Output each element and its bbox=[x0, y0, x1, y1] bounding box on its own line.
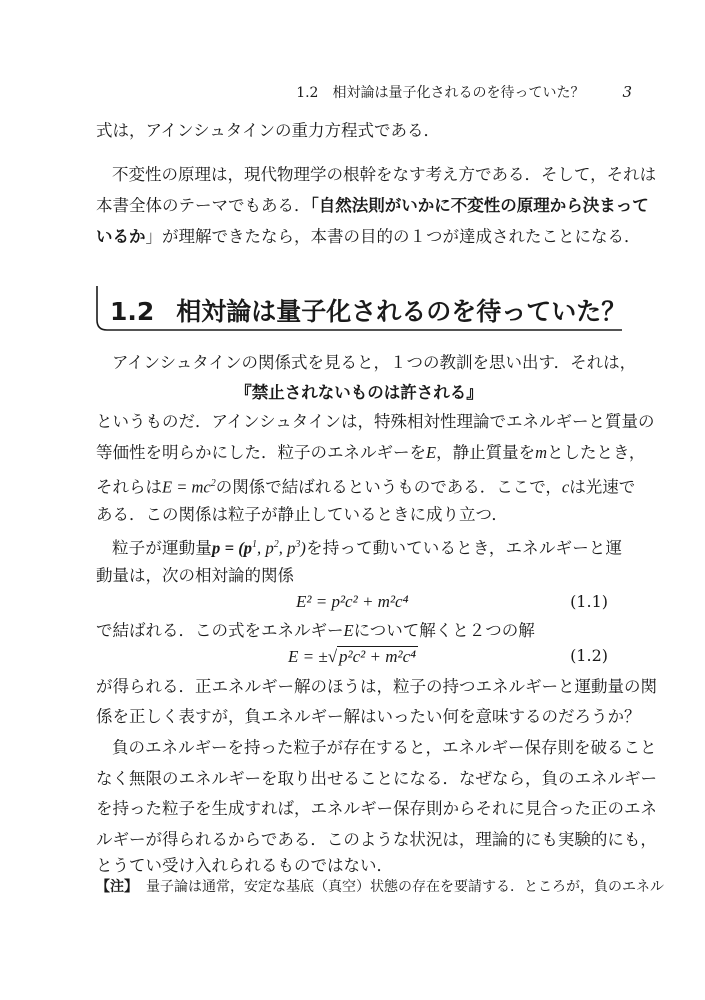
momentum-sup-1: 1 bbox=[252, 539, 258, 550]
body-line-5 bbox=[96, 473, 636, 499]
note-tag: 【注】 bbox=[96, 879, 138, 895]
momentum-sup-3: 3 bbox=[295, 539, 301, 550]
intro-p2-line-3 bbox=[96, 226, 641, 248]
intro-line-1: 式は，アインシュタインの重力方程式である． bbox=[96, 121, 440, 140]
equation-1-2-lhs: E = ± bbox=[288, 647, 328, 666]
body-line-1: アインシュタインの関係式を見ると，１つの教訓を思い出す．それは， bbox=[112, 353, 637, 372]
inline-equation-emc: E = mc bbox=[162, 477, 211, 497]
body-line-7-b: を持って動いているとき，エネルギーと運 bbox=[305, 538, 623, 558]
body-line-16: とうてい受け入れられるものではない． bbox=[96, 856, 393, 875]
header-section-number: 1.2 bbox=[296, 85, 319, 101]
equation-1-1-number: (1.1) bbox=[570, 592, 608, 611]
var-E: E bbox=[426, 443, 437, 462]
section-title bbox=[110, 292, 626, 328]
intro-p2-line-2-a: 本書全体のテーマでもある． bbox=[96, 196, 311, 215]
momentum-close: ) bbox=[300, 538, 306, 558]
note-text: 量子論は通常，安定な基底（真空）状態の存在を要請する．ところが，負のエネル bbox=[146, 879, 664, 895]
body-line-13: なく無限のエネルギーを取り出せることになる．なぜなら，負のエネルギー bbox=[96, 769, 657, 788]
body-line-7-a: 粒子が運動量 bbox=[112, 538, 213, 558]
body-line-5-a: それらは bbox=[96, 477, 162, 497]
momentum-sup-2: 2 bbox=[273, 539, 279, 550]
equation-1-2-radicand: p²c² + m²c⁴ bbox=[339, 647, 417, 666]
body-line-3: というものだ．アインシュタインは，特殊相対性理論でエネルギーと質量の bbox=[96, 412, 655, 431]
body-line-9 bbox=[96, 620, 622, 642]
intro-p2-line-1: 不変性の原理は，現代物理学の根幹をなす考え方である．そして，それは bbox=[112, 165, 657, 184]
equation-1-2-expr: E = ±√ p²c² + m²c⁴ bbox=[288, 647, 417, 666]
section-heading bbox=[96, 284, 627, 332]
body-line-5-b: の関係で結ばれるというものである．ここで， bbox=[215, 477, 562, 497]
body-line-12: 負のエネルギーを持った粒子が存在すると，エネルギー保存則を破ること bbox=[112, 738, 657, 757]
footnote bbox=[96, 876, 664, 896]
body-line-11: 係を正しく表すが，負エネルギー解はいったい何を意味するのだろうか？ bbox=[96, 707, 641, 726]
momentum-vector: p = (p bbox=[212, 538, 253, 558]
body-line-5-d: は光速で bbox=[569, 477, 636, 497]
body-line-4 bbox=[96, 442, 646, 464]
equation-1-1-expr: E² = p²c² + m²c⁴ bbox=[296, 592, 409, 611]
intro-p2-line-2 bbox=[96, 195, 649, 217]
body-line-15: ルギーが得られるからである．このような状況は，理論的にも実験的にも， bbox=[96, 830, 657, 849]
intro-p2-line-3-b: 」が理解できたなら，本書の目的の１つが達成されたことになる． bbox=[145, 227, 641, 246]
body-line-14: を持った粒子を生成すれば，エネルギー保存則からそれに見合った正のエネ bbox=[96, 799, 657, 818]
equation-1-1 bbox=[96, 592, 622, 616]
body-line-4-b: ，静止質量を bbox=[436, 443, 536, 462]
body-line-10: が得られる．正エネルギー解のほうは，粒子の持つエネルギーと運動量の関 bbox=[96, 677, 657, 696]
header-section-title: 相対論は量子化されるのを待っていた？ bbox=[332, 85, 585, 101]
momentum-p3: , p bbox=[278, 538, 296, 558]
section-title-text: 相対論は量子化されるのを待っていた？ bbox=[176, 297, 627, 326]
body-line-9-a: で結ばれる．この式をエネルギー bbox=[96, 621, 344, 640]
intro-emphasis-2: いるか bbox=[96, 227, 146, 246]
page-number: 3 bbox=[622, 83, 632, 101]
equation-1-2 bbox=[96, 646, 622, 670]
intro-emphasis-1: 「自然法則がいかに不変性の原理から決まって bbox=[310, 196, 649, 215]
var-m: m bbox=[535, 443, 548, 462]
body-line-9-b: について解くと２つの解 bbox=[353, 621, 535, 640]
section-number: 1.2 bbox=[110, 297, 155, 326]
inline-equation-exponent: 2 bbox=[210, 478, 216, 489]
momentum-p2: , p bbox=[257, 538, 274, 558]
body-line-4-c: としたとき， bbox=[547, 443, 646, 462]
body-line-8: 動量は，次の相対論的関係 bbox=[96, 566, 294, 585]
body-line-4-a: 等価性を明らかにした．粒子のエネルギーを bbox=[96, 443, 426, 462]
body-line-7 bbox=[96, 534, 622, 560]
quote-line: 『禁止されないものは許される』 bbox=[235, 383, 483, 402]
body-line-6: ある．この関係は粒子が静止しているときに成り立つ． bbox=[96, 505, 508, 524]
var-c: c bbox=[561, 477, 570, 497]
equation-1-2-number: (1.2) bbox=[570, 646, 608, 665]
running-header bbox=[96, 82, 632, 106]
var-E-2: E bbox=[343, 621, 354, 640]
